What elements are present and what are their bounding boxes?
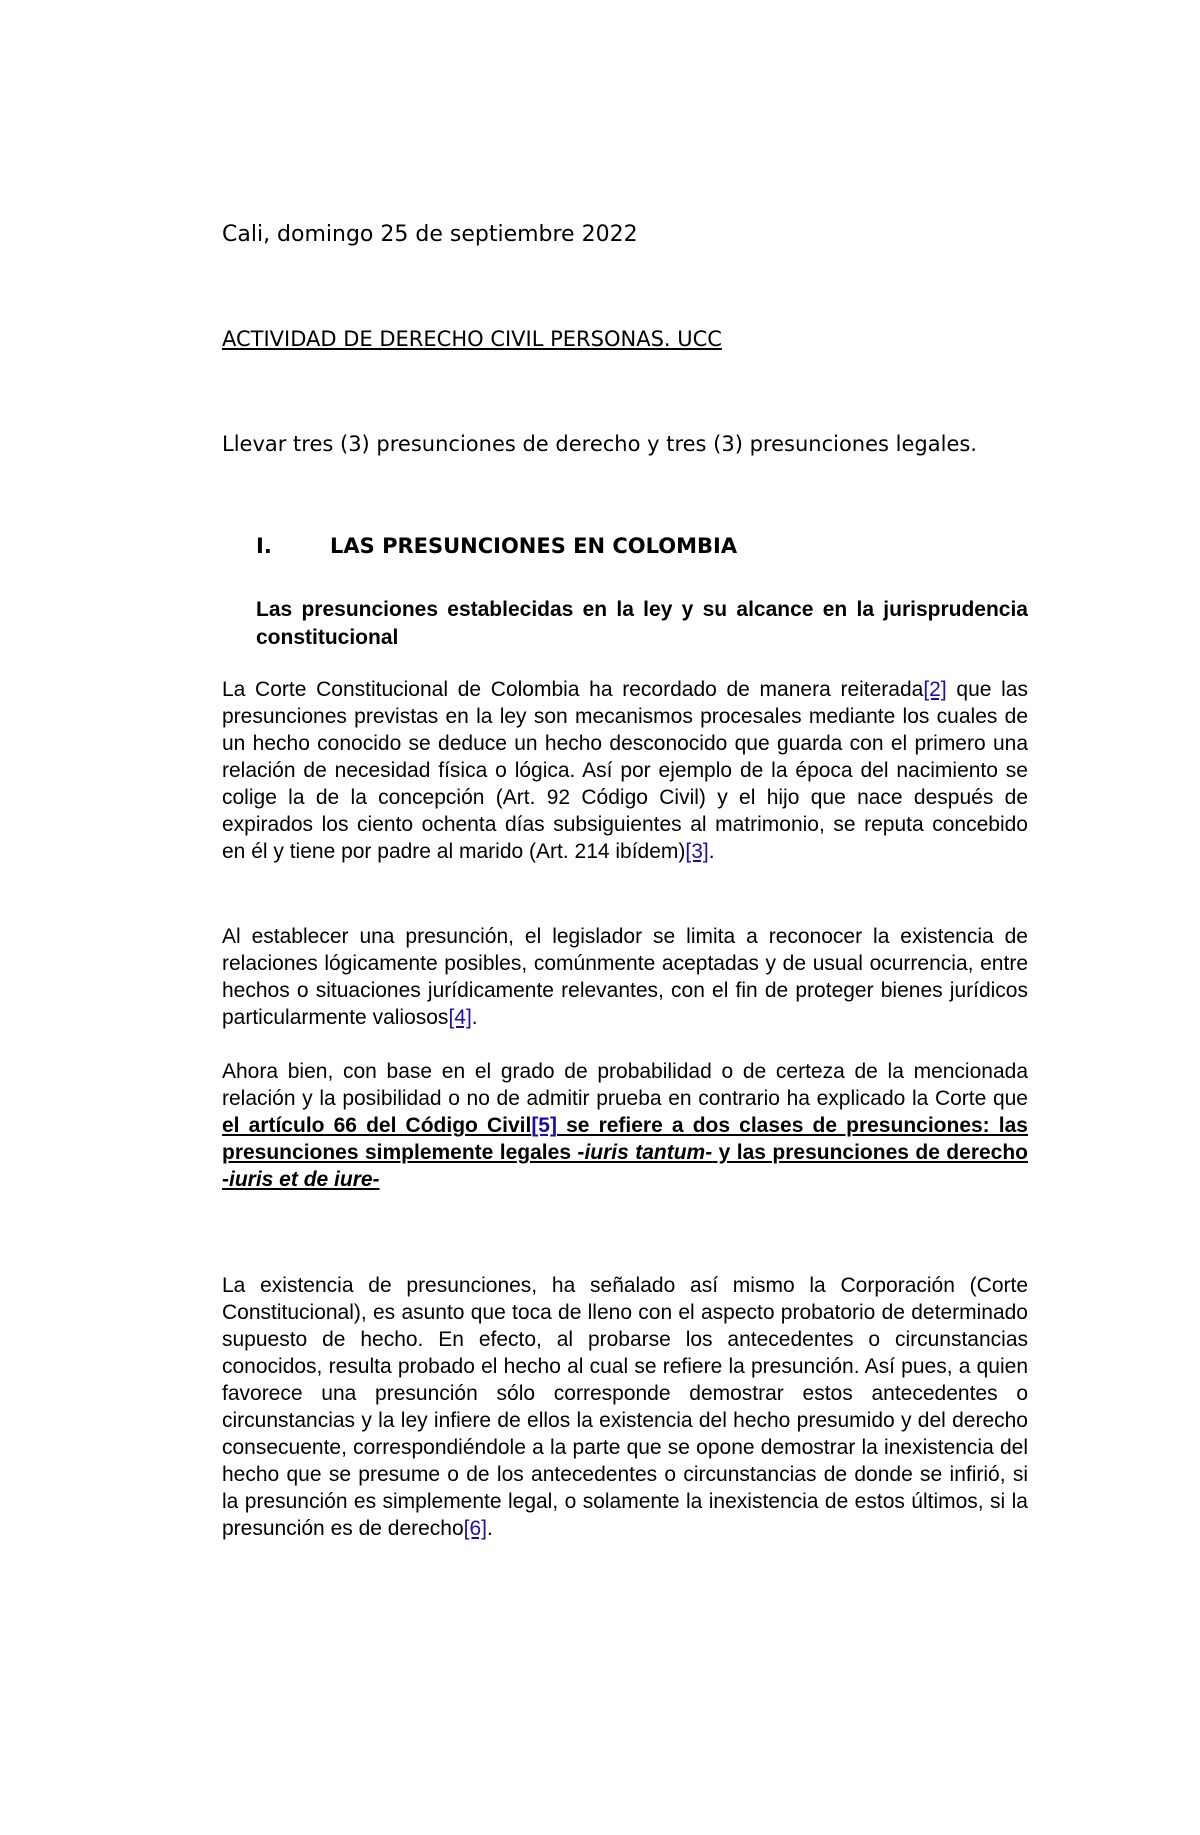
paragraph-4 [222,1272,1028,1542]
paragraph-1-text-a: La Corte Constitucional de Colombia ha recordado de manera reiterada [222,678,924,701]
paragraph-1-text-c: . [708,840,715,863]
paragraph-2-text-b: . [471,1006,478,1029]
paragraph-2 [222,923,1028,1031]
paragraph-3-bold-a: el artículo 66 del Código Civil [222,1114,532,1137]
paragraph-4-text-b: . [487,1517,493,1540]
footnote-link-5[interactable]: [5] [531,1114,557,1137]
paragraph-3-text-a: Ahora bien, con base en el grado de probabilidad o de certeza de la mencionada relación y la posibilidad o no de admitir prueba en contrario ha explicado la Corte que [222,1060,1028,1110]
footnote-link-6[interactable]: [6] [463,1517,488,1540]
paragraph-1-text-b: que las presunciones previstas en la ley son mecanismos procesales mediante los cuales de un hecho conocido se deduce un hecho desconocido que guarda con el primero una relación de necesidad física o lógica. Así por ejemplo de la época del nacimiento se colige la de la concepción (Art. 92 Código Civil) y el hijo que nace después de expirados los ciento ochenta días subsiguientes al matrimonio, se reputa concebido en él y tiene por padre al marido (Art. 214 ibídem) [222,678,1028,863]
paragraph-3-bold-c: y las presunciones de derecho - [222,1141,1028,1191]
footnote-link-3[interactable]: [3] [685,840,709,863]
paragraph-3-italic-b: iuris et de iure- [229,1168,380,1191]
paragraph-3-italic-a: iuris tantum- [584,1141,713,1164]
document-title: ACTIVIDAD DE DERECHO CIVIL PERSONAS. UCC [222,327,722,351]
footnote-link-2[interactable]: [2] [923,678,947,701]
section-heading [256,534,737,558]
section-title: LAS PRESUNCIONES EN COLOMBIA [330,534,738,558]
paragraph-2-text-a: Al establecer una presunción, el legislador se limita a reconocer la existencia de relaciones lógicamente posibles, comúnmente aceptadas y de usual ocurrencia, entre hechos o situaciones jurídicamente relevantes, con el fin de proteger bienes jurídicos particularmente valiosos [222,925,1028,1029]
task-instruction: Llevar tres (3) presunciones de derecho y tres (3) presunciones legales. [222,432,977,456]
paragraph-3-bold-b: se refiere a dos clases de presunciones: las presunciones simplemente legales - [222,1114,1028,1164]
section-number: I. [256,534,272,558]
paragraph-4-text-a: La existencia de presunciones, ha señalado así mismo la Corporación (Corte Constitucional), es asunto que toca de lleno con el aspecto probatorio de determinado supuesto de hecho. En efecto, al probarse los antecedentes o circunstancias conocidos, resulta probado el hecho al cual se refiere la presunción. Así pues, a quien favorece una presunción sólo corresponde demostrar estos antecedentes o circunstancias y la ley infiere de ellos la existencia del hecho presumido y del derecho consecuente, correspondiéndole a la parte que se opone demostrar la inexistencia del hecho que se presume o de los antecedentes o circunstancias de donde se infirió, si la presunción es simplemente legal, o solamente la inexistencia de estos últimos, si la presunción es de derecho [222,1274,1028,1540]
paragraph-3 [222,1058,1028,1193]
paragraph-1 [222,676,1028,865]
section-subheading: Las presunciones establecidas en la ley y su alcance en la jurisprudencia constitucional [256,598,1028,649]
date-line: Cali, domingo 25 de septiembre 2022 [222,222,638,247]
footnote-link-4[interactable]: [4] [448,1006,472,1029]
